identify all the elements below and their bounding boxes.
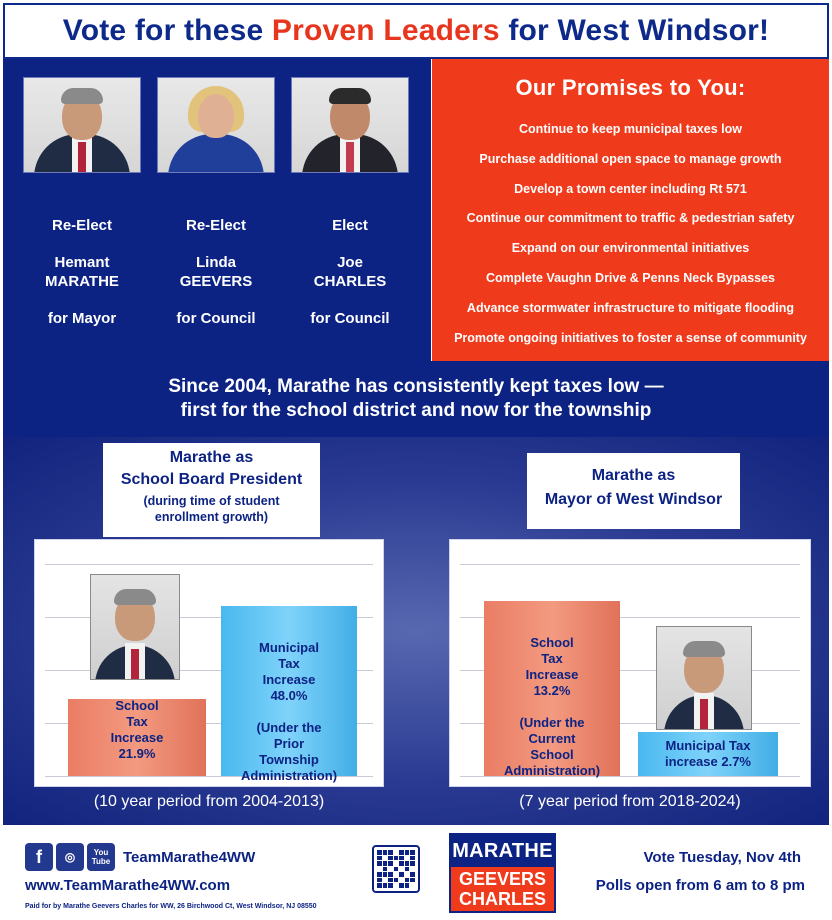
promises-panel [432,59,829,361]
qr-module [383,861,388,866]
candidate-office: for Council [176,310,256,327]
qr-module [377,883,382,888]
qr-module [399,861,404,866]
chart-bar-label-line: School [530,747,574,763]
promise-item: Continue to keep municipal taxes low [519,122,742,136]
chart-title-line-2: School Board President [120,471,303,488]
qr-module [410,856,415,861]
chart-bar-label-line: (Under the [519,715,585,731]
campaign-logo [449,833,556,913]
qr-module [383,856,388,861]
qr-module [377,867,382,872]
qr-module [383,878,388,883]
qr-module [394,861,399,866]
chart-bar-school-tax [68,699,206,776]
chart-title-box-mayor [527,453,740,529]
qr-module [405,883,410,888]
promise-item: Continue our commitment to traffic & pedestrian safety [466,211,795,226]
header-banner [3,3,829,59]
chart-bar-label-line: Municipal Tax [665,738,751,753]
chart-period-label: (7 year period from 2018-2024) [519,793,741,810]
tagline-line-1: Since 2004, Marathe has consistently kept taxes low — [168,376,664,397]
photo-body [168,134,264,173]
chart-bar-municipal-tax [638,732,778,776]
chart-bar-label-line: Municipal [259,640,319,656]
logo-geevers: GEEVERS [458,869,547,889]
candidate-office: for Mayor [47,310,117,327]
qr-module [377,856,382,861]
chart-photo-marathe [656,626,752,730]
chart-bar-label-line: Current [528,731,576,747]
youtube-icon[interactable] [87,843,115,871]
photo-tie [700,699,708,729]
chart-title-line-1: Marathe as [169,449,254,466]
qr-module [410,867,415,872]
chart-bar-label [484,635,620,779]
chart-title-box-school-board [103,443,320,537]
website-link[interactable]: www.TeamMarathe4WW.com [25,877,231,894]
social-icons [25,843,115,871]
candidate-photo-marathe [23,77,141,173]
chart-bar-label-line [221,704,357,720]
facebook-icon[interactable]: f [25,843,53,871]
candidate-first-name: Hemant [54,254,110,271]
promise-item: Advance stormwater infrastructure to mitigate flooding [466,300,795,315]
qr-module [377,861,382,866]
qr-module [383,850,388,855]
candidate-last-name: GEEVERS [179,273,253,290]
photo-tie [346,142,354,172]
chart-title-line-1: Marathe as [591,467,676,484]
chart-plot-school-board [34,539,384,787]
chart-bar-label-line: increase 2.7% [664,754,751,769]
candidates-panel [3,59,431,361]
qr-module [394,872,399,877]
chart-bar-label-line: Tax [278,656,300,672]
chart-gridline [45,564,373,565]
qr-module [405,867,410,872]
logo-geevers-charles [451,867,554,911]
qr-module [399,872,404,877]
chart-photo-marathe [90,574,180,680]
chart-period-label: (10 year period from 2004-2013) [93,793,325,810]
chart-bar-label-line: Township [259,752,319,768]
social-handle[interactable]: TeamMarathe4WW [123,849,256,866]
candidate-office: for Council [310,310,390,327]
youtube-icon-text-bottom: Tube [91,857,111,866]
qr-module [394,856,399,861]
qr-module [388,872,393,877]
candidate-photo-charles [291,77,409,173]
chart-note-line-2: enrollment growth) [154,510,269,524]
qr-module [388,878,393,883]
tagline-band [3,361,829,437]
photo-hair [61,88,103,104]
qr-module [405,861,410,866]
qr-module [388,850,393,855]
promises-list [432,115,829,353]
chart-bar-municipal-tax [221,606,357,784]
instagram-icon[interactable]: ◎ [56,843,84,871]
qr-module [377,872,382,877]
candidate-last-name: MARATHE [45,273,119,290]
promise-item: Expand on our environmental initiatives [511,241,750,256]
logo-charles: CHARLES [458,889,546,909]
tagline-line-2: first for the school district and now for the township [180,400,652,421]
qr-module [394,878,399,883]
qr-module [405,850,410,855]
promises-title: Our Promises to You: [515,75,746,100]
qr-module [405,878,410,883]
polls-hours: Polls open from 6 am to 8 pm [595,877,805,894]
chart-bar-label-line: Increase [262,672,316,688]
chart-bar-label-line: School [115,697,159,713]
promise-item: Promote ongoing initiatives to foster a sense of community [454,330,807,345]
qr-module [410,878,415,883]
title-accent: Proven Leaders [271,14,500,47]
footer [3,825,829,917]
qr-module [410,883,415,888]
photo-hair [329,88,371,104]
title-suffix: for West Windsor! [499,14,770,47]
photo-tie [131,649,139,679]
qr-module [405,856,410,861]
chart-bar-label-line: 21.9% [118,745,156,761]
youtube-icon-text-top: You [93,848,109,857]
chart-bar-label-line: Administration) [240,768,338,784]
charts-section [3,437,829,825]
vote-date: Vote Tuesday, Nov 4th [643,849,801,866]
photo-hair [114,589,156,605]
qr-module [377,850,382,855]
chart-bar-label-line: 48.0% [270,688,308,704]
chart-title-line-2: Mayor of West Windsor [544,491,723,508]
qr-module [394,850,399,855]
promise-item: Purchase additional open space to manage growth [479,151,782,166]
candidate-role: Elect [332,217,368,234]
logo-marathe: MARATHE [451,835,554,867]
qr-module [399,878,404,883]
photo-head [198,94,234,138]
candidate-last-name: CHARLES [313,273,387,290]
promise-item: Develop a town center including Rt 571 [514,181,747,196]
chart-plot-mayor [449,539,811,787]
qr-module [399,867,404,872]
candidate-first-name: Linda [196,254,236,271]
candidate-marathe [23,77,141,327]
qr-module [410,850,415,855]
qr-module [399,856,404,861]
title-prefix: Vote for these [62,14,272,47]
qr-module [388,883,393,888]
candidate-first-name: Joe [337,254,363,271]
photo-hair [683,641,725,657]
chart-note-line-1: (during time of student [143,494,280,508]
chart-bar-label-line: School [530,635,574,651]
qr-module [377,878,382,883]
paid-for-disclaimer: Paid for by Marathe Geevers Charles for WW, 26 Birchwood Ct, West Windsor, NJ 08550 [25,903,317,910]
chart-bar-label-line: 13.2% [533,683,571,699]
chart-gridline [460,564,800,565]
candidate-role: Re-Elect [185,217,247,234]
photo-tie [78,142,86,172]
qr-module [399,850,404,855]
chart-bar-label [221,640,357,784]
chart-bar-label [638,738,778,770]
qr-module [383,872,388,877]
qr-module [383,883,388,888]
chart-bar-label-line: Prior [273,736,305,752]
qr-module [405,872,410,877]
qr-module [410,872,415,877]
promise-item: Complete Vaughn Drive & Penns Neck Bypasses [486,270,775,285]
chart-bar-label-line: Increase [525,667,579,683]
qr-code-icon[interactable] [372,845,420,893]
qr-module [388,861,393,866]
chart-bar-label-line: Tax [126,713,148,729]
chart-bar-label-line: (Under the [256,720,322,736]
candidate-role: Re-Elect [51,217,113,234]
candidate-charles [291,77,409,327]
chart-bar-label-line: Increase [110,729,164,745]
chart-bar-label-line: Administration) [503,763,601,779]
qr-module [399,883,404,888]
candidate-photo-geevers [157,77,275,173]
page-title [63,14,770,48]
qr-module [394,867,399,872]
qr-module [394,883,399,888]
qr-code-grid [377,850,415,888]
qr-module [388,867,393,872]
qr-module [388,856,393,861]
chart-bar-label-line [484,699,620,715]
chart-bar-school-tax [484,601,620,779]
qr-module [410,861,415,866]
candidate-geevers [157,77,275,327]
chart-bar-label-line: Tax [541,651,563,667]
chart-bar-label [68,698,206,762]
qr-module [383,867,388,872]
